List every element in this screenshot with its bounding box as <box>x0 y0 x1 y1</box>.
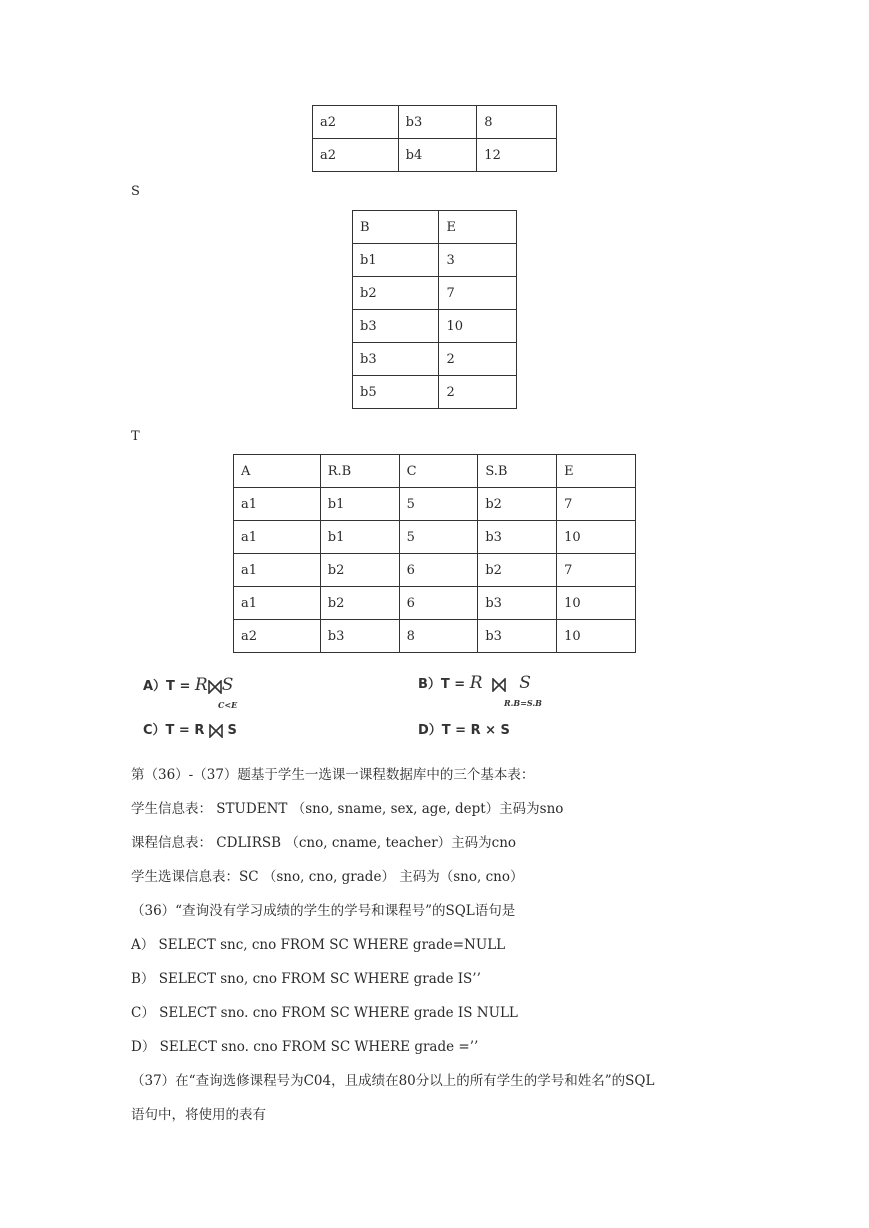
table-cell: b3 <box>478 620 557 653</box>
header-cell: E <box>557 455 636 488</box>
table-cell: b3 <box>398 106 477 139</box>
table-cell: a2 <box>313 106 399 139</box>
table-cell: b5 <box>353 376 439 409</box>
table-cell: 8 <box>399 620 478 653</box>
table-cell: b2 <box>478 554 557 587</box>
question-37-continued: 语句中，将使用的表有 <box>131 1107 266 1123</box>
option-b-prefix: B）T = <box>418 677 466 692</box>
table-cell: b2 <box>320 554 399 587</box>
table-cell: 7 <box>557 488 636 521</box>
table-cell: 2 <box>439 376 517 409</box>
table-cell: b1 <box>353 244 439 277</box>
table-cell: 3 <box>439 244 517 277</box>
answer-b: B） SELECT sno, cno FROM SC WHERE grade IS’’ <box>131 971 481 987</box>
table-cell: 10 <box>557 521 636 554</box>
table-cell: a2 <box>313 139 399 172</box>
option-a-prefix: A）T = <box>143 679 191 694</box>
header-cell: S.B <box>478 455 557 488</box>
header-cell: B <box>353 211 439 244</box>
header-cell: R.B <box>320 455 399 488</box>
table-cell: b1 <box>320 488 399 521</box>
table-cell: 10 <box>557 620 636 653</box>
course-table-line: 课程信息表： CDLIRSB （cno, cname, teacher）主码为cno <box>131 835 517 851</box>
answer-a: A） SELECT snc, cno FROM SC WHERE grade=NULL <box>131 937 506 953</box>
table-cell: b3 <box>353 310 439 343</box>
answer-d: D） SELECT sno. cno FROM SC WHERE grade =’’ <box>131 1039 479 1055</box>
option-a-condition: C<E <box>218 700 238 710</box>
option-b-left: R <box>469 673 483 693</box>
table-t <box>233 454 636 653</box>
table-cell: 2 <box>439 343 517 376</box>
table-cell: 10 <box>557 587 636 620</box>
option-a-right: S <box>221 675 234 695</box>
table-cell: b4 <box>398 139 477 172</box>
option-a-left: R <box>194 675 208 695</box>
option-a-formula <box>143 675 238 710</box>
table-row <box>353 244 517 277</box>
table-cell: a1 <box>234 488 321 521</box>
intro-line: 第（36）-（37）题基于学生一选课一课程数据库中的三个基本表： <box>131 767 535 783</box>
table-row <box>353 343 517 376</box>
table-header-row <box>234 455 636 488</box>
table-row <box>353 277 517 310</box>
table-row <box>234 554 636 587</box>
sc-table-line: 学生选课信息表：SC （sno, cno, grade） 主码为（sno, cno） <box>131 869 524 885</box>
table-row <box>353 310 517 343</box>
option-c-formula <box>143 719 237 738</box>
table-row <box>353 376 517 409</box>
table-s <box>352 210 517 409</box>
answer-c: C） SELECT sno. cno FROM SC WHERE grade IS NULL <box>131 1005 518 1021</box>
table-row <box>313 139 557 172</box>
option-c-right: S <box>227 723 237 738</box>
option-b-formula <box>418 673 542 708</box>
header-cell: A <box>234 455 321 488</box>
table-cell: 7 <box>439 277 517 310</box>
table-cell: b3 <box>478 521 557 554</box>
option-d-formula: D）T = R × S <box>418 723 510 738</box>
table-cell: b1 <box>320 521 399 554</box>
header-cell: E <box>439 211 517 244</box>
table-r-tail <box>312 105 557 172</box>
join-icon <box>492 678 506 692</box>
table-cell: a2 <box>234 620 321 653</box>
option-b-condition: R.B=S.B <box>504 698 542 708</box>
label-s: S <box>131 184 140 199</box>
table-cell: 6 <box>399 554 478 587</box>
table-cell: b2 <box>353 277 439 310</box>
table-header-row <box>353 211 517 244</box>
option-c-prefix: C）T = R <box>143 723 205 738</box>
table-cell: 7 <box>557 554 636 587</box>
table-cell: 12 <box>477 139 557 172</box>
table-cell: b2 <box>478 488 557 521</box>
table-cell: 6 <box>399 587 478 620</box>
option-b-right: S <box>519 673 531 693</box>
table-row <box>234 620 636 653</box>
table-row <box>313 106 557 139</box>
question-36: （36）“查询没有学习成绩的学生的学号和课程号”的SQL语句是 <box>131 903 516 919</box>
table-cell: b3 <box>478 587 557 620</box>
table-cell: a1 <box>234 587 321 620</box>
table-row <box>234 521 636 554</box>
table-row <box>234 587 636 620</box>
table-cell: b2 <box>320 587 399 620</box>
student-table-line: 学生信息表： STUDENT （sno, sname, sex, age, dept）主码为sno <box>131 801 564 817</box>
table-row <box>234 488 636 521</box>
table-cell: a1 <box>234 521 321 554</box>
label-t: T <box>131 429 140 444</box>
table-cell: b3 <box>320 620 399 653</box>
table-cell: 5 <box>399 488 478 521</box>
join-icon <box>209 724 223 738</box>
join-icon <box>208 680 222 694</box>
header-cell: C <box>399 455 478 488</box>
table-cell: 5 <box>399 521 478 554</box>
table-cell: b3 <box>353 343 439 376</box>
table-cell: 10 <box>439 310 517 343</box>
table-cell: 8 <box>477 106 557 139</box>
table-cell: a1 <box>234 554 321 587</box>
question-37: （37）在“查询选修课程号为C04，且成绩在80分以上的所有学生的学号和姓名”的SQL <box>131 1073 655 1089</box>
